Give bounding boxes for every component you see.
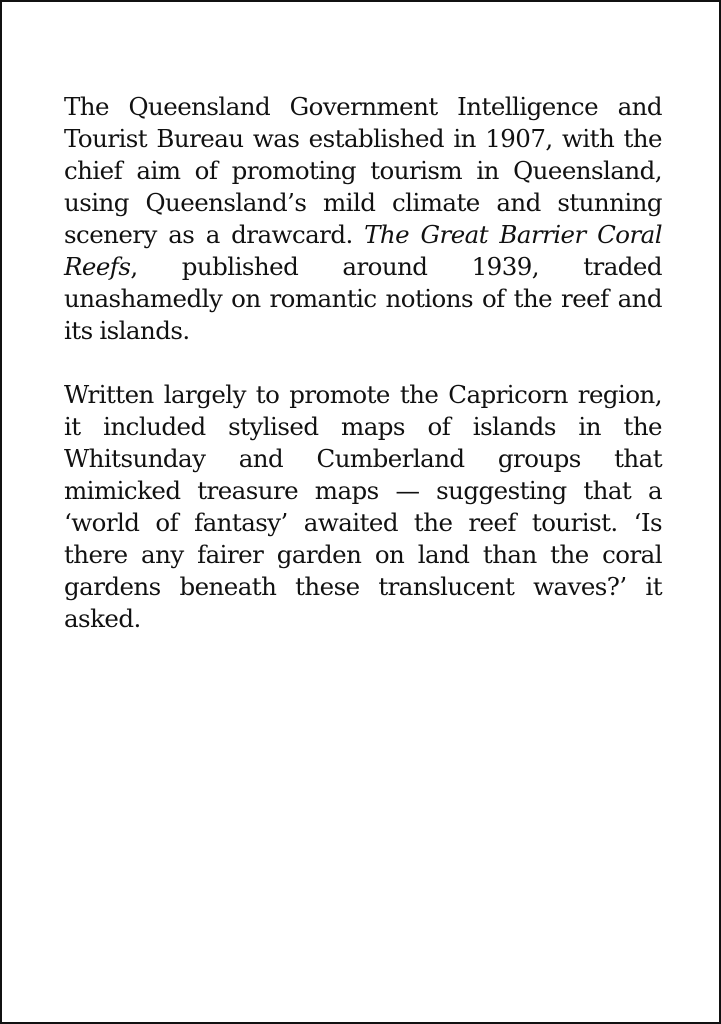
paragraph-1-part-1: The Queensland Government Intelligence and Tourist Bureau was established in 1907, with the chief aim of promoting tourism in Queensland, using Queensland’s mild climate and stunning scenery as a drawcard. xyxy=(64,92,662,249)
body-text xyxy=(64,91,662,635)
paragraph-1-part-2: , published around 1939, traded unashamedly on romantic notions of the reef and its islands. xyxy=(64,252,662,345)
paragraph-2: Written largely to promote the Capricorn region, it included stylised maps of islands in the Whitsunday and Cumberland groups that mimicked treasure maps — suggesting that a ‘world of fantasy’ awaited the reef tourist. ‘Is there any fairer garden on land than the coral gardens beneath these translucent waves?’ it asked. xyxy=(64,380,662,633)
paragraph-1 xyxy=(64,91,662,347)
publication-title: The Great Barrier Coral Reefs xyxy=(64,220,662,281)
